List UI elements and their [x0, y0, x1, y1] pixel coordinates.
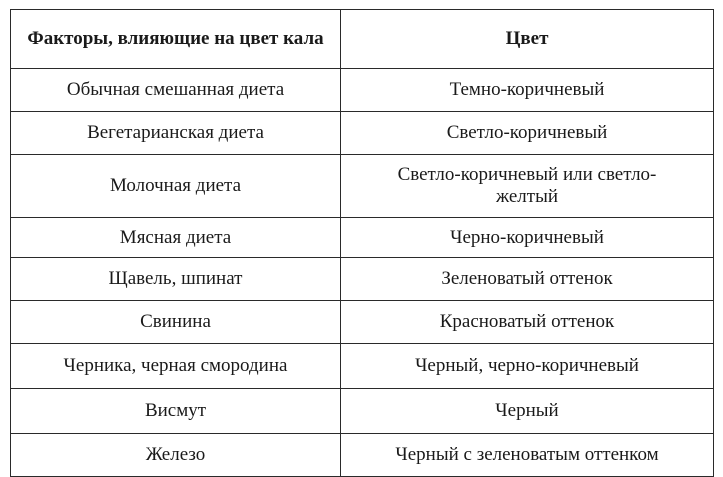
factor-cell: Железо [11, 434, 341, 477]
factor-cell: Свинина [11, 301, 341, 344]
factor-cell: Мясная диета [11, 218, 341, 258]
table-row [11, 344, 714, 389]
color-cell: Темно-коричневый [341, 69, 714, 112]
table-row [11, 112, 714, 155]
factor-cell: Молочная диета [11, 155, 341, 218]
table-row [11, 155, 714, 218]
factor-cell: Черника, черная смородина [11, 344, 341, 389]
color-cell: Черный, черно-коричневый [341, 344, 714, 389]
factor-cell: Вегетарианская диета [11, 112, 341, 155]
color-cell: Черный с зеленоватым оттенком [341, 434, 714, 477]
color-cell: Черно-коричневый [341, 218, 714, 258]
table-row [11, 301, 714, 344]
color-cell: Светло-коричневый [341, 112, 714, 155]
color-cell: Светло-коричневый или светло-желтый [341, 155, 714, 218]
color-cell: Зеленоватый оттенок [341, 258, 714, 301]
header-factors: Факторы, влияющие на цвет кала [11, 10, 341, 69]
table-row [11, 434, 714, 477]
table-row [11, 389, 714, 434]
table-header-row [11, 10, 714, 69]
color-factors-table [10, 9, 714, 477]
header-color: Цвет [341, 10, 714, 69]
color-cell: Красноватый оттенок [341, 301, 714, 344]
table-row [11, 258, 714, 301]
factor-cell: Висмут [11, 389, 341, 434]
table-row [11, 218, 714, 258]
factor-cell: Обычная смешанная диета [11, 69, 341, 112]
color-cell: Черный [341, 389, 714, 434]
factor-cell: Щавель, шпинат [11, 258, 341, 301]
table-row [11, 69, 714, 112]
